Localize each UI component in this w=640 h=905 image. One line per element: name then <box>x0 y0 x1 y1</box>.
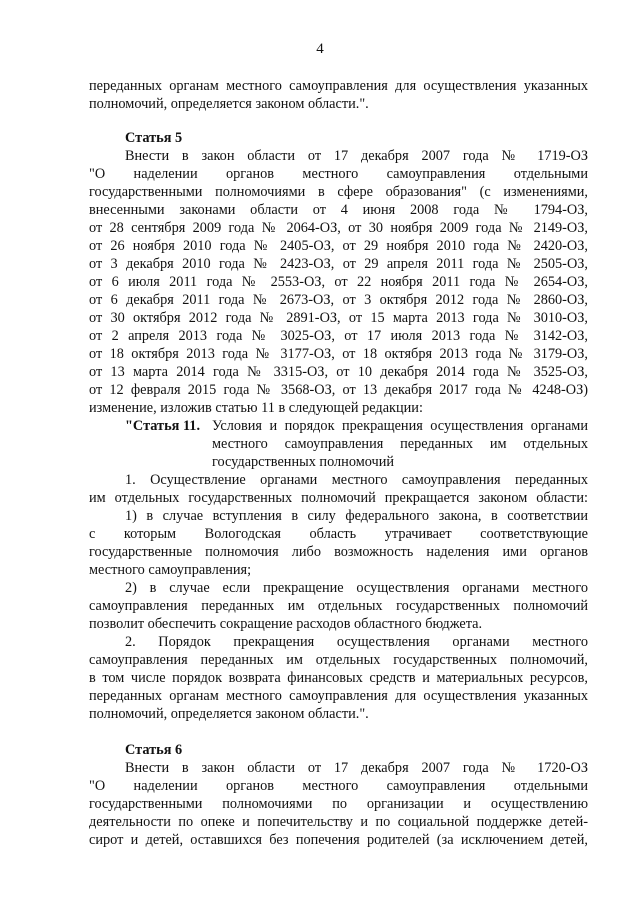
text-line: от 28 сентября 2009 года № 2064-ОЗ, от 30 ноября 2009 года № 2149-ОЗ, <box>89 220 588 236</box>
text-line: 1. Осуществление органами местного самоуправления переданных <box>125 472 588 488</box>
text-line: полномочий, определяется законом области.". <box>89 706 369 722</box>
text-line: государственными полномочиями по организации и осуществлению <box>89 796 588 812</box>
page-number: 4 <box>316 41 324 57</box>
text-line: от 30 октября 2012 года № 2891-ОЗ, от 15 марта 2013 года № 3010-ОЗ, <box>89 310 588 326</box>
text-line: от 13 марта 2014 года № 3315-ОЗ, от 10 декабря 2014 года № 3525-ОЗ, <box>89 364 588 380</box>
text-line: позволит обеспечить сокращение расходов областного бюджета. <box>89 616 483 632</box>
text-line: 2) в случае если прекращение осуществления органами местного <box>125 580 588 596</box>
article-11-title-line: местного самоуправления переданных им отдельных <box>212 436 588 452</box>
text-line: с которым Вологодская область утрачивает соответствующие <box>89 526 588 542</box>
text-line: 1) в случае вступления в силу федерального закона, в соответствии <box>125 508 588 524</box>
text-line: деятельности по опеке и попечительству и по социальной поддержке детей- <box>89 814 588 830</box>
text-line: внесенными законами области от 4 июня 2008 года № 1794-ОЗ, <box>89 202 588 218</box>
article-11-title-line: Условия и порядок прекращения осуществления органами <box>212 418 588 434</box>
text-line: полномочий, определяется законом области.". <box>89 96 369 112</box>
text-line: сирот и детей, оставшихся без попечения родителей (за исключением детей, <box>89 832 588 848</box>
text-line: от 26 ноября 2010 года № 2405-ОЗ, от 29 ноября 2010 года № 2420-ОЗ, <box>89 238 588 254</box>
text-line: местного самоуправления; <box>89 562 252 578</box>
text-line: Внести в закон области от 17 декабря 2007 года № 1720-ОЗ <box>125 760 588 776</box>
article-6-heading: Статья 6 <box>125 742 183 758</box>
text-line: в том числе порядок возврата финансовых средств и материальных ресурсов, <box>89 670 588 686</box>
text-line: "О наделении органов местного самоуправления отдельными <box>89 778 588 794</box>
text-line: от 6 декабря 2011 года № 2673-ОЗ, от 3 октября 2012 года № 2860-ОЗ, <box>89 292 588 308</box>
text-line: "О наделении органов местного самоуправления отдельными <box>89 166 588 182</box>
text-line: переданных органам местного самоуправления для осуществления указанных <box>89 688 588 704</box>
text-line: им отдельных государственных полномочий прекращается законом области: <box>89 490 588 506</box>
text-line: изменение, изложив статью 11 в следующей редакции: <box>89 400 423 416</box>
text-line: от 12 февраля 2015 года № 3568-ОЗ, от 13 декабря 2017 года № 4248-ОЗ) <box>89 382 588 398</box>
text-line: самоуправления переданных им отдельных государственных полномочий, <box>89 652 588 668</box>
article-11-title-line: государственных полномочий <box>212 454 395 470</box>
text-line: от 2 апреля 2013 года № 3025-ОЗ, от 17 июля 2013 года № 3142-ОЗ, <box>89 328 588 344</box>
text-line: от 6 июля 2011 года № 2553-ОЗ, от 22 ноября 2011 года № 2654-ОЗ, <box>89 274 588 290</box>
text-line: Внести в закон области от 17 декабря 2007 года № 1719-ОЗ <box>125 148 588 164</box>
article-11-label: "Статья 11. <box>125 418 201 434</box>
text-line: государственными полномочиями в сфере образования" (с изменениями, <box>89 184 588 200</box>
text-line: от 18 октября 2013 года № 3177-ОЗ, от 18 октября 2013 года № 3179-ОЗ, <box>89 346 588 362</box>
text-line: от 3 декабря 2010 года № 2423-ОЗ, от 29 апреля 2011 года № 2505-ОЗ, <box>89 256 588 272</box>
text-line: самоуправления переданных им отдельных государственных полномочий <box>89 598 588 614</box>
text-line: переданных органам местного самоуправления для осуществления указанных <box>89 78 588 94</box>
article-5-heading: Статья 5 <box>125 130 183 146</box>
text-line: государственные полномочия либо возможность наделения ими органов <box>89 544 588 560</box>
text-line: 2. Порядок прекращения осуществления органами местного <box>125 634 588 650</box>
